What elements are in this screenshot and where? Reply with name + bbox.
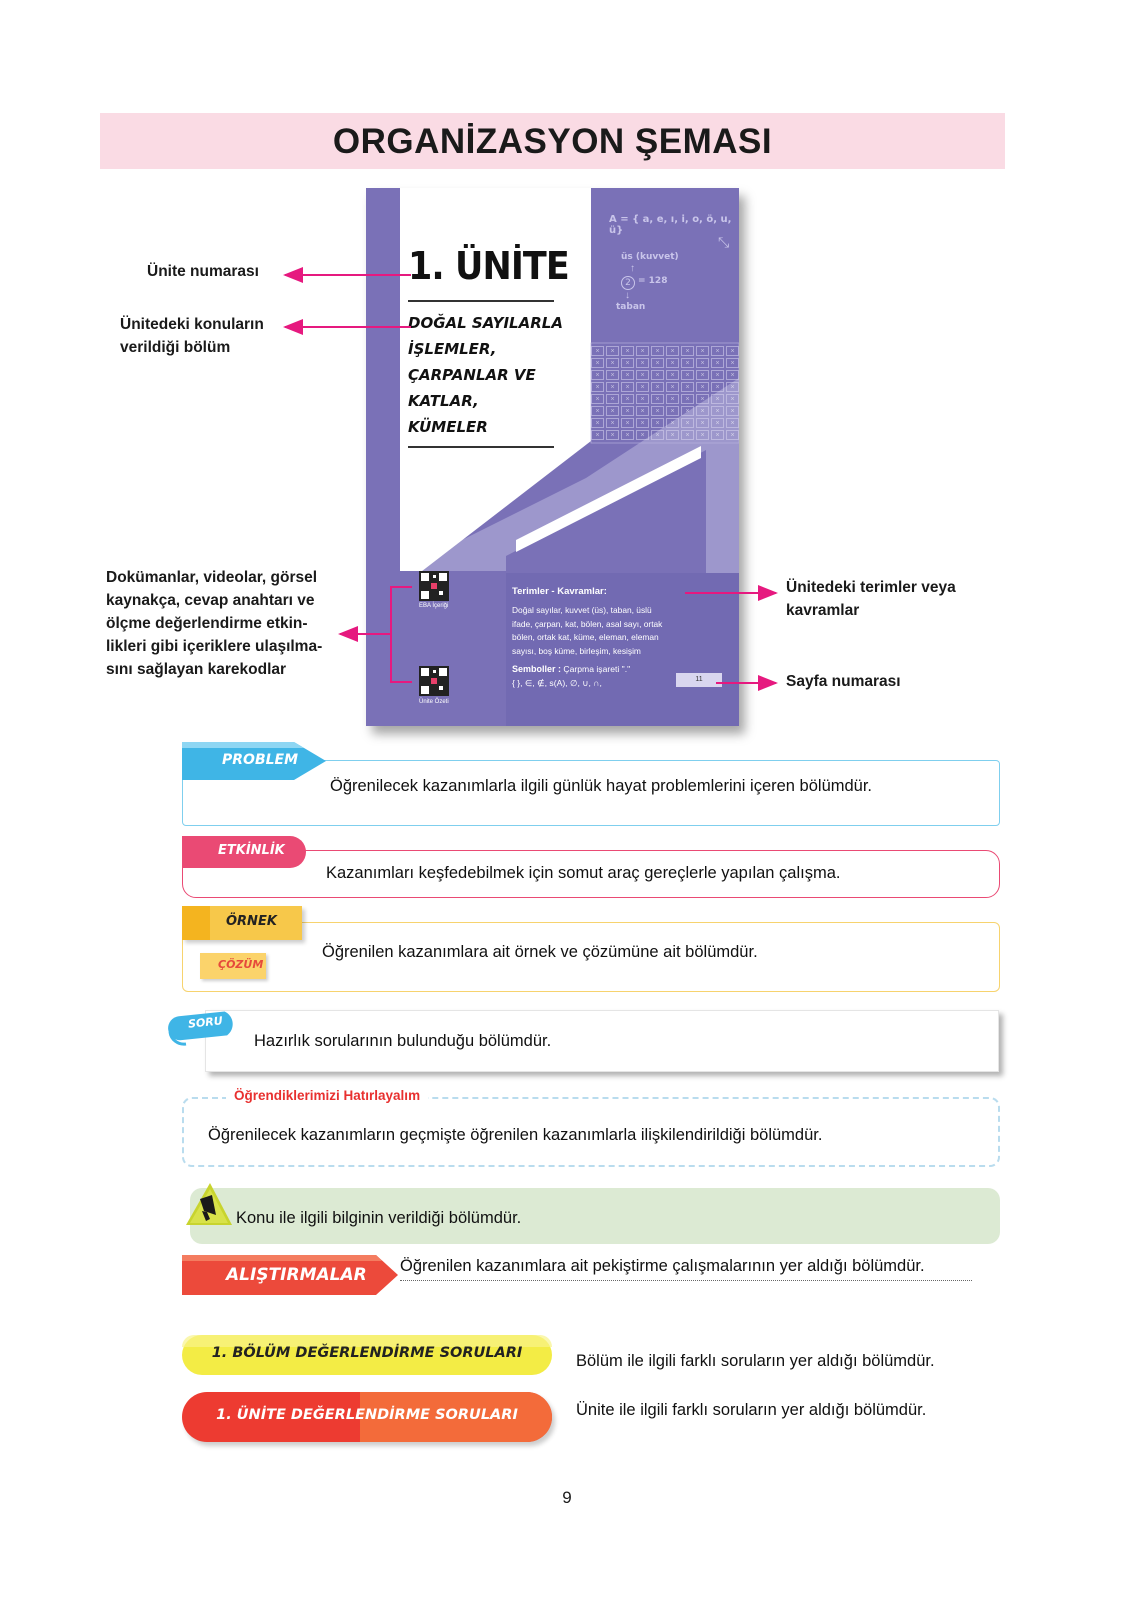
grid-cell: ×	[726, 346, 739, 356]
grid-cell: ×	[651, 394, 664, 404]
grid-cell: ×	[696, 358, 709, 368]
label-qr-5: sını sağlayan karekodlar	[106, 661, 287, 678]
grid-cell: ×	[696, 382, 709, 392]
etkinlik-description: Kazanımları keşfedebilmek için somut araç gereçlerle yapılan çalışma.	[326, 864, 841, 882]
ornek-description: Öğrenilen kazanımlara ait örnek ve çözümüne ait bölümdür.	[322, 943, 758, 961]
alistirmalar-description: Öğrenilen kazanımlara ait pekiştirme çalışmalarının yer aldığı bölümdür.	[400, 1257, 925, 1275]
grid-cell: ×	[681, 430, 694, 440]
cover-topic: İŞLEMLER,	[408, 340, 497, 358]
label-terms-2: kavramlar	[786, 602, 860, 619]
grid-cell: ×	[666, 382, 679, 392]
label-unit-topics-1: Ünitedeki konuların	[120, 316, 264, 333]
grid-cell: ×	[591, 430, 604, 440]
grid-cell: ×	[696, 406, 709, 416]
terms-line: bölen, ortak kat, küme, eleman, eleman	[512, 632, 659, 642]
label-unit-topics-2: verildiği bölüm	[120, 339, 231, 356]
grid-cell: ×	[696, 430, 709, 440]
cover-base-value: 2	[621, 276, 635, 290]
label-qr-4: likleri gibi içeriklere ulaşılma-	[106, 638, 323, 655]
hatirlayalim-tab-label: Öğrendiklerimizi Hatırlayalım	[226, 1088, 428, 1103]
grid-cell: ×	[726, 382, 739, 392]
grid-cell: ×	[651, 358, 664, 368]
label-qr-2: kaynakça, cevap anahtarı ve	[106, 592, 315, 609]
grid-cell: ×	[666, 346, 679, 356]
grid-cell: ×	[636, 346, 649, 356]
cover-topic: ÇARPANLAR VE	[408, 366, 536, 384]
grid-cell: ×	[711, 358, 724, 368]
connector-arrows	[0, 0, 1134, 760]
etkinlik-tab-label: ETKİNLİK	[218, 843, 285, 858]
grid-cell: ×	[591, 346, 604, 356]
soru-description: Hazırlık sorularının bulunduğu bölümdür.	[254, 1032, 552, 1050]
symbols-line1: Çarpma işareti "."	[563, 664, 631, 674]
cover-topic: KÜMELER	[408, 418, 488, 436]
grid-cell: ×	[636, 370, 649, 380]
grid-cell: ×	[711, 382, 724, 392]
grid-cell: ×	[681, 406, 694, 416]
grid-cell: ×	[681, 382, 694, 392]
bolum-description: Bölüm ile ilgili farklı soruların yer aldığı bölümdür.	[576, 1352, 935, 1370]
grid-cell: ×	[681, 418, 694, 428]
ornek-tab-label: ÖRNEK	[226, 914, 277, 929]
grid-cell: ×	[681, 394, 694, 404]
grid-cell: ×	[591, 406, 604, 416]
grid-cell: ×	[606, 370, 619, 380]
unite-description: Ünite ile ilgili farklı soruların yer aldığı bölümdür.	[576, 1401, 927, 1419]
grid-cell: ×	[651, 406, 664, 416]
grid-cell: ×	[606, 358, 619, 368]
cover-exponent-label: üs (kuvvet)	[621, 252, 679, 262]
grid-cell: ×	[696, 346, 709, 356]
bolum-tab-label: 1. BÖLÜM DEĞERLENDİRME SORULARI	[211, 1345, 523, 1361]
grid-cell: ×	[666, 370, 679, 380]
grid-cell: ×	[636, 358, 649, 368]
expand-icon: ⤡	[718, 234, 730, 250]
grid-cell: ×	[651, 370, 664, 380]
cover-unit-title: 1. ÜNİTE	[408, 244, 569, 288]
grid-cell: ×	[621, 346, 634, 356]
terms-line: sayısı, boş küme, birleşim, kesişim	[512, 645, 641, 656]
unite-tab-label: 1. ÜNİTE DEĞERLENDİRME SORULARI	[216, 1407, 518, 1423]
grid-cell: ×	[666, 406, 679, 416]
grid-cell: ×	[726, 430, 739, 440]
grid-cell: ×	[636, 418, 649, 428]
grid-cell: ×	[666, 418, 679, 428]
terms-title: Terimler - Kavramlar:	[512, 586, 607, 597]
arrow-up-icon: ↑	[630, 263, 635, 274]
cover-page-number: 11	[676, 673, 722, 687]
page-title: ORGANİZASYON ŞEMASI	[332, 122, 773, 161]
grid-cell: ×	[591, 370, 604, 380]
bilgi-description: Konu ile ilgili bilginin verildiği bölümdür.	[236, 1209, 522, 1227]
grid-cell: ×	[606, 382, 619, 392]
grid-cell: ×	[666, 430, 679, 440]
grid-cell: ×	[696, 418, 709, 428]
grid-cell: ×	[651, 346, 664, 356]
alistirmalar-underline	[400, 1280, 972, 1281]
megaphone-icon	[180, 1181, 236, 1229]
grid-cell: ×	[591, 394, 604, 404]
grid-cell: ×	[711, 394, 724, 404]
grid-cell: ×	[666, 394, 679, 404]
grid-cell: ×	[606, 430, 619, 440]
symbols-label: Semboller :	[512, 664, 562, 674]
grid-cell: ×	[621, 370, 634, 380]
page-number: 9	[562, 1488, 572, 1507]
grid-cell: ×	[591, 358, 604, 368]
grid-cell: ×	[666, 358, 679, 368]
arrow-down-icon: ↓	[625, 290, 630, 301]
terms-line: ifade, çarpan, kat, bölen, asal sayı, ortak	[512, 618, 663, 629]
grid-cell: ×	[711, 430, 724, 440]
grid-cell: ×	[636, 406, 649, 416]
grid-cell: ×	[636, 382, 649, 392]
grid-cell: ×	[711, 346, 724, 356]
grid-cell: ×	[711, 418, 724, 428]
grid-cell: ×	[711, 370, 724, 380]
grid-cell: ×	[726, 418, 739, 428]
grid-cell: ×	[711, 406, 724, 416]
label-qr-3: ölçme değerlendirme etkin-	[106, 615, 308, 632]
grid-cell: ×	[636, 394, 649, 404]
grid-cell: ×	[606, 418, 619, 428]
cover-base-label: taban	[616, 302, 646, 312]
grid-cell: ×	[681, 370, 694, 380]
grid-cell: ×	[651, 418, 664, 428]
label-terms-1: Ünitedeki terimler veya	[786, 579, 956, 596]
grid-cell: ×	[726, 370, 739, 380]
grid-cell: ×	[621, 394, 634, 404]
grid-cell: ×	[681, 358, 694, 368]
cover-set-text: A = { a, e, ı, i, o, ö, u, ü}	[609, 214, 732, 236]
grid-cell: ×	[606, 394, 619, 404]
grid-cell: ×	[621, 418, 634, 428]
qr-summary-label: Ünite Özeti	[419, 699, 449, 705]
grid-cell: ×	[621, 382, 634, 392]
cover-power-text: = 128	[638, 276, 668, 286]
ornek-tab-accent	[182, 906, 210, 940]
label-qr-1: Dokümanlar, videolar, görsel	[106, 569, 318, 586]
grid-cell: ×	[696, 370, 709, 380]
grid-cell: ×	[591, 418, 604, 428]
soru-tab-label: SORU	[187, 1014, 224, 1031]
grid-cell: ×	[621, 406, 634, 416]
qr-eba-label: EBA İçeriği	[419, 603, 449, 609]
cozum-tab-label: ÇÖZÜM	[218, 958, 264, 971]
cover-topic: DOĞAL SAYILARLA	[408, 314, 563, 332]
label-page-number: Sayfa numarası	[786, 673, 901, 690]
symbols-line2: { }, ∈, ∉, s(A), ∅, ∪, ∩,	[512, 678, 602, 688]
cover-topic: KATLAR,	[408, 392, 479, 410]
grid-cell: ×	[651, 382, 664, 392]
grid-cell: ×	[681, 346, 694, 356]
hatirlayalim-description: Öğrenilecek kazanımların geçmişte öğrenilen kazanımlarla ilişkilendirildiği bölümdür.	[208, 1126, 823, 1144]
grid-cell: ×	[606, 406, 619, 416]
grid-cell: ×	[621, 430, 634, 440]
label-unit-number: Ünite numarası	[147, 263, 259, 280]
grid-cell: ×	[726, 406, 739, 416]
grid-cell: ×	[726, 394, 739, 404]
problem-tab-label: PROBLEM	[222, 752, 299, 768]
grid-cell: ×	[591, 382, 604, 392]
alistirmalar-tab-label: ALIŞTIRMALAR	[226, 1265, 367, 1285]
grid-cell: ×	[726, 358, 739, 368]
grid-cell: ×	[606, 346, 619, 356]
grid-cell: ×	[651, 430, 664, 440]
terms-line: Doğal sayılar, kuvvet (üs), taban, üslü	[512, 605, 652, 615]
grid-cell: ×	[696, 394, 709, 404]
grid-cell: ×	[621, 358, 634, 368]
problem-description: Öğrenilecek kazanımlarla ilgili günlük hayat problemlerini içeren bölümdür.	[330, 777, 873, 795]
grid-cell: ×	[636, 430, 649, 440]
